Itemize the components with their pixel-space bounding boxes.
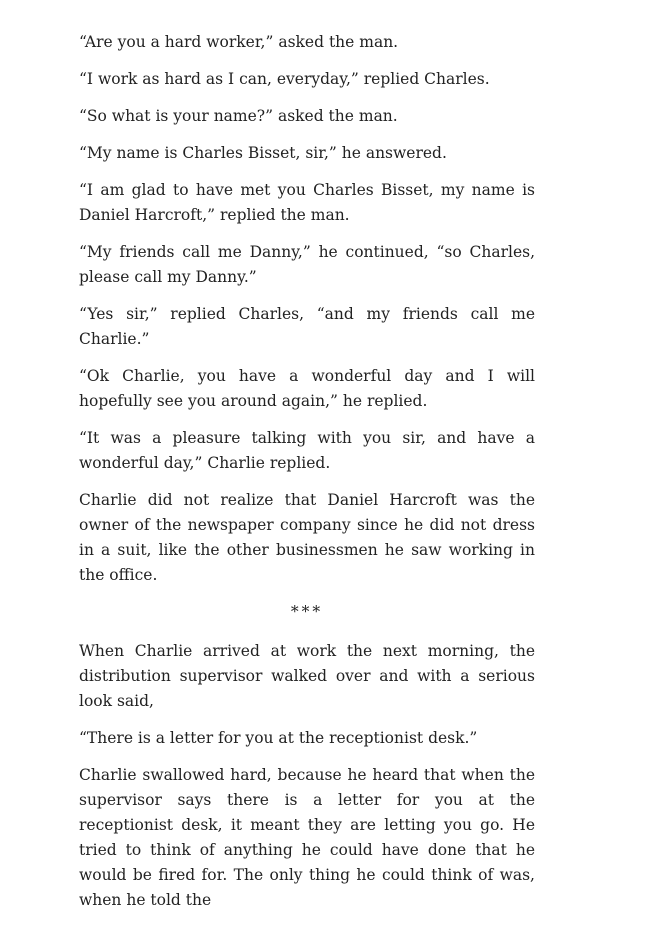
paragraph: “I am glad to have met you Charles Bisset, my name is Daniel Harcroft,” replied the man. — [79, 181, 535, 224]
paragraph: Charlie swallowed hard, because he heard that when the supervisor says there is a letter for you at the receptionist desk, it meant they are letting you go. He tried to think of anything he could have done that he would be fired for. The only thing he could think of was, when he told the — [79, 766, 535, 909]
paragraph: When Charlie arrived at work the next morning, the distribution supervisor walked over and with a serious look said, — [79, 642, 535, 710]
scene-break: *** — [290, 603, 324, 621]
paragraph: “Yes sir,” replied Charles, “and my friends call me Charlie.” — [79, 305, 535, 348]
paragraph: “So what is your name?” asked the man. — [79, 107, 398, 125]
paragraph: Charlie did not realize that Daniel Harcroft was the owner of the newspaper company since he did not dress in a suit, like the other businessmen he saw working in the office. — [79, 491, 535, 584]
paragraph: “I work as hard as I can, everyday,” replied Charles. — [79, 70, 490, 88]
paragraph: “My name is Charles Bisset, sir,” he answered. — [79, 144, 447, 162]
paragraph: “Are you a hard worker,” asked the man. — [79, 33, 399, 51]
paragraph: “Ok Charlie, you have a wonderful day and I will hopefully see you around again,” he replied. — [79, 367, 535, 410]
document-page — [79, 30, 535, 925]
paragraph: “There is a letter for you at the receptionist desk.” — [79, 729, 478, 747]
paragraph: “It was a pleasure talking with you sir, and have a wonderful day,” Charlie replied. — [79, 429, 535, 472]
paragraph: “My friends call me Danny,” he continued, “so Charles, please call my Danny.” — [79, 243, 535, 286]
